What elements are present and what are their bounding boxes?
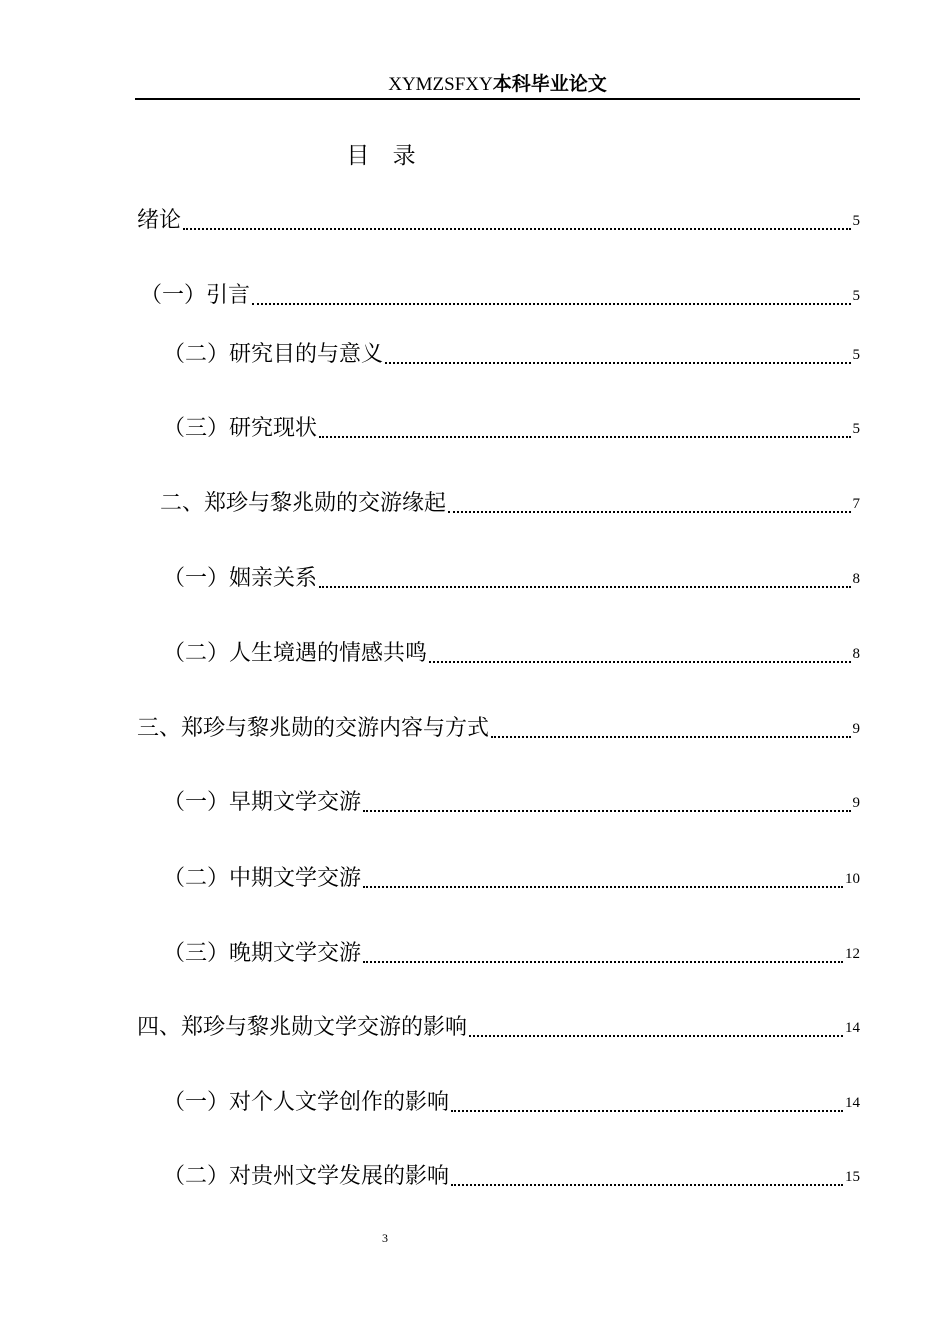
toc-entry[interactable] bbox=[163, 1086, 860, 1120]
toc-entry-page: 15 bbox=[845, 1169, 860, 1185]
toc-entry-label: 绪论 bbox=[137, 208, 182, 233]
toc-entry-label: （二）人生境遇的情感共鸣 bbox=[163, 641, 428, 666]
toc-entry-page: 5 bbox=[852, 288, 860, 304]
toc-entry-label: 四、郑珍与黎兆勋文学交游的影响 bbox=[137, 1015, 468, 1040]
toc-entry-label: （三）晚期文学交游 bbox=[163, 941, 362, 966]
toc-entry[interactable] bbox=[163, 1160, 860, 1194]
toc-entry-page: 9 bbox=[852, 721, 860, 737]
toc-dot-leader bbox=[363, 810, 850, 812]
toc-entry[interactable] bbox=[137, 712, 860, 746]
toc-entry-page: 8 bbox=[852, 646, 860, 662]
toc-dot-leader bbox=[363, 961, 843, 963]
toc-entry-page: 14 bbox=[845, 1095, 860, 1111]
toc-entry[interactable] bbox=[137, 1011, 860, 1045]
toc-dot-leader bbox=[429, 661, 850, 663]
toc-entry[interactable] bbox=[160, 487, 860, 521]
toc-dot-leader bbox=[451, 1184, 843, 1186]
toc-entry-page: 7 bbox=[852, 496, 860, 512]
toc-entry-label: （一）对个人文学创作的影响 bbox=[163, 1090, 450, 1115]
toc-entry-page: 14 bbox=[845, 1020, 860, 1036]
toc-dot-leader bbox=[252, 303, 850, 305]
toc-entry-page: 10 bbox=[845, 871, 860, 887]
toc-entry-label: （二）对贵州文学发展的影响 bbox=[163, 1164, 450, 1189]
toc-entry-page: 8 bbox=[852, 571, 860, 587]
header-divider bbox=[135, 98, 860, 100]
toc-dot-leader bbox=[319, 586, 850, 588]
toc-entry-label: （二）中期文学交游 bbox=[163, 866, 362, 891]
header-document-type: 本科毕业论文 bbox=[492, 73, 607, 95]
toc-dot-leader bbox=[491, 736, 850, 738]
toc-dot-leader bbox=[319, 436, 850, 438]
toc-entry[interactable] bbox=[140, 279, 860, 313]
toc-dot-leader bbox=[183, 228, 850, 230]
toc-entry-page: 5 bbox=[852, 213, 860, 229]
toc-entry-label: 三、郑珍与黎兆勋的交游内容与方式 bbox=[137, 716, 490, 741]
toc-title: 目 录 bbox=[346, 143, 424, 169]
toc-entry-page: 5 bbox=[852, 421, 860, 437]
toc-entry-label: （二）研究目的与意义 bbox=[163, 342, 384, 367]
running-header bbox=[135, 70, 860, 98]
toc-entry[interactable] bbox=[163, 338, 860, 372]
toc-dot-leader bbox=[385, 362, 850, 364]
toc-entry[interactable] bbox=[163, 412, 860, 446]
toc-entry[interactable] bbox=[163, 862, 860, 896]
toc-dot-leader bbox=[469, 1035, 843, 1037]
toc-entry-page: 9 bbox=[852, 795, 860, 811]
toc-entry[interactable] bbox=[163, 937, 860, 971]
toc-entry[interactable] bbox=[163, 562, 860, 596]
toc-entry[interactable] bbox=[163, 637, 860, 671]
toc-entry[interactable] bbox=[137, 204, 860, 238]
toc-entry-label: （一）姻亲关系 bbox=[163, 566, 318, 591]
toc-entry-page: 12 bbox=[845, 946, 860, 962]
toc-dot-leader bbox=[363, 886, 843, 888]
toc-dot-leader bbox=[448, 511, 850, 513]
toc-entry-label: （一）早期文学交游 bbox=[163, 790, 362, 815]
toc-entry-label: （三）研究现状 bbox=[163, 416, 318, 441]
toc-entry-label: （一）引言 bbox=[140, 283, 251, 308]
toc-entry-label: 二、郑珍与黎兆勋的交游缘起 bbox=[160, 491, 447, 516]
page-number: 3 bbox=[382, 1231, 388, 1245]
toc-entry[interactable] bbox=[163, 786, 860, 820]
toc-entry-page: 5 bbox=[852, 347, 860, 363]
toc-dot-leader bbox=[451, 1110, 843, 1112]
header-school-code: XYMZSFXY bbox=[388, 74, 493, 95]
